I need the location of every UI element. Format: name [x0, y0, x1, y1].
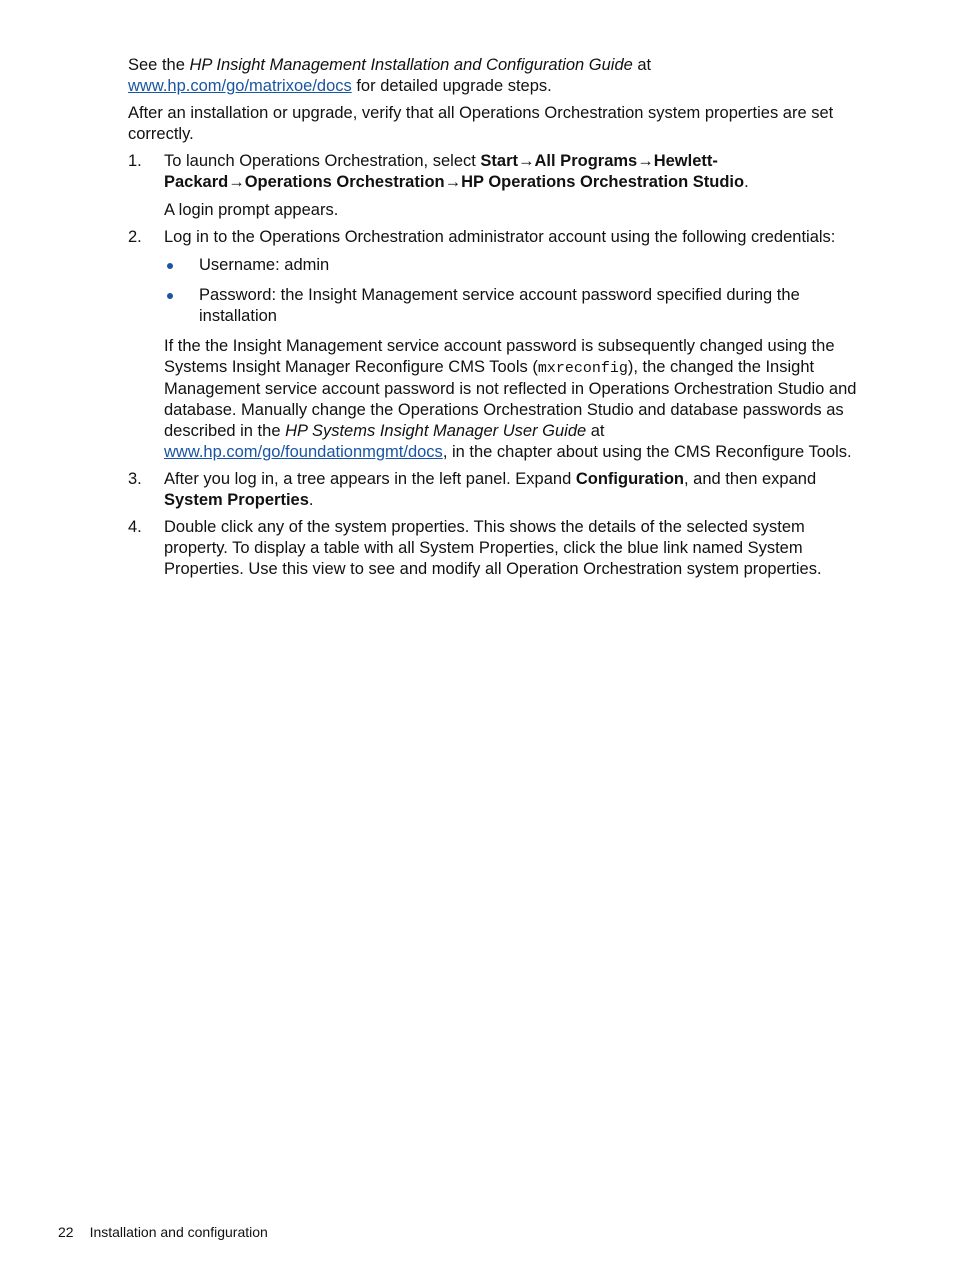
- step-number: 2.: [128, 228, 142, 246]
- foundationmgmt-docs-link[interactable]: www.hp.com/go/foundationmgmt/docs: [164, 443, 443, 461]
- page-footer: [58, 1222, 268, 1243]
- footer-section: Installation and configuration: [89, 1224, 268, 1240]
- step-number: 4.: [128, 518, 142, 536]
- step-note: A login prompt appears.: [164, 201, 339, 219]
- step-1: [128, 151, 870, 221]
- arrow-icon: →: [637, 152, 654, 170]
- step-note: If the the Insight Management service account password is subsequently changed using the Systems Insight Manager Reconfigure CMS Tools (mxreconfig), the changed the Insight Management service account password is not reflected in Operations Orchestration Studio and database. Manually change the Operations Orchestration Studio and database passwords as described in the HP Systems Insight Manager User Guide at www.hp.com/go/foundationmgmt/docs, in the chapter about using the CMS Reconfigure Tools.: [164, 337, 857, 461]
- list-item: Password: the Insight Management service account password specified during the installation: [164, 285, 870, 327]
- step-2: [128, 227, 870, 463]
- menu-oo-studio: HP Operations Orchestration Studio: [461, 173, 745, 191]
- intro-paragraph-2: After an installation or upgrade, verify that all Operations Orchestration system properties are set correctly.: [128, 104, 834, 143]
- step-text: Double click any of the system properties. This shows the details of the selected system property. To display a table with all System Properties, click the blue link named System Properties. Use this view to see and modify all Operation Orchestration system properties.: [164, 518, 822, 578]
- arrow-icon: →: [444, 173, 462, 191]
- intro-paragraph-1: See the HP Insight Management Installation and Configuration Guide at www.hp.com/go/matrixoe/docs for detailed upgrade steps.: [128, 56, 652, 95]
- menu-hewlett-packard: Hewlett-Packard: [164, 152, 718, 191]
- menu-start: Start: [480, 152, 519, 170]
- step-number: 1.: [128, 152, 142, 170]
- credentials-list: [164, 255, 870, 327]
- command-name: mxreconfig: [537, 360, 628, 377]
- step-4: [128, 517, 870, 580]
- steps-list: [128, 151, 870, 580]
- matrixoe-docs-link[interactable]: www.hp.com/go/matrixoe/docs: [128, 77, 352, 95]
- arrow-icon: →: [228, 173, 245, 191]
- guide-title: HP Systems Insight Manager User Guide: [285, 422, 587, 440]
- step-text: After you log in, a tree appears in the left panel. Expand Configuration, and then expand System Properties.: [164, 470, 817, 509]
- menu-all-programs: All Programs: [534, 152, 638, 170]
- page-number: 22: [58, 1224, 74, 1240]
- bullet-icon: [167, 263, 173, 269]
- step-3: [128, 469, 870, 511]
- menu-operations-orchestration: Operations Orchestration: [244, 173, 445, 191]
- step-text: Log in to the Operations Orchestration administrator account using the following credentials:: [164, 228, 836, 246]
- list-item: Username: admin: [164, 255, 870, 276]
- step-text: To launch Operations Orchestration, select Start→All Programs→Hewlett-Packard→Operations Orchestration→HP Operations Orchestration Studio.: [164, 152, 749, 191]
- guide-title: HP Insight Management Installation and Configuration Guide: [189, 56, 633, 74]
- bullet-icon: [167, 293, 173, 299]
- step-number: 3.: [128, 470, 142, 488]
- arrow-icon: →: [518, 152, 535, 170]
- document-body: [128, 55, 870, 586]
